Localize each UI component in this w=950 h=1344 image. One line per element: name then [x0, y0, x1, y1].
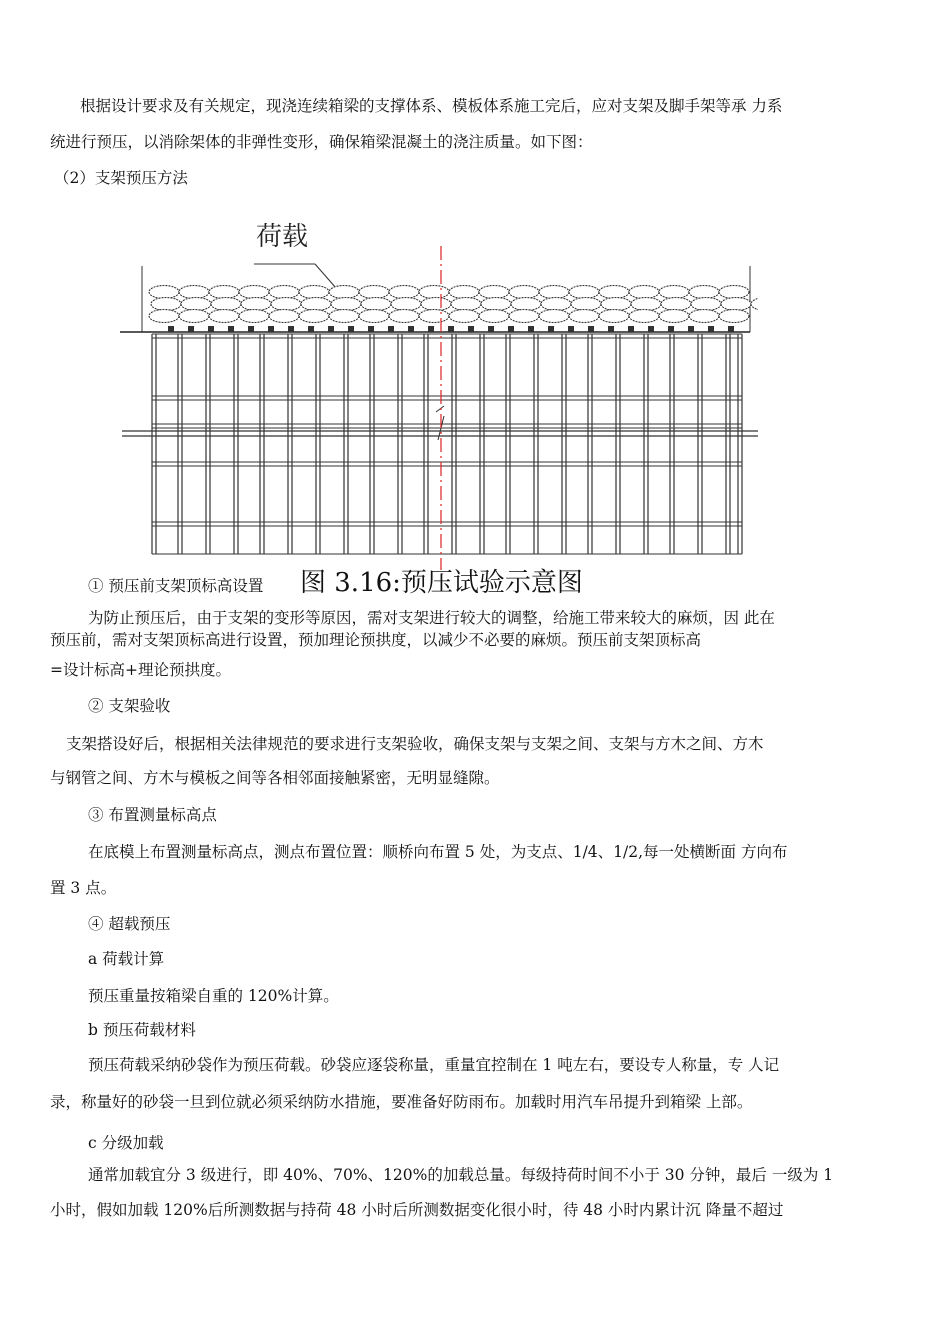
sandbag — [149, 286, 179, 299]
sandbag — [599, 310, 629, 323]
sandbag — [719, 286, 749, 299]
sandbag — [691, 298, 721, 311]
sandbag — [509, 286, 539, 299]
deck-block — [508, 326, 514, 332]
sandbag — [239, 310, 269, 323]
sandbag — [359, 286, 389, 299]
sandbag — [329, 286, 359, 299]
deck-block — [228, 326, 234, 332]
sandbag — [149, 310, 179, 323]
sandbag — [449, 310, 479, 323]
deck-block — [428, 326, 434, 332]
section-heading: （2）支架预压方法 — [54, 169, 188, 187]
deck-block — [488, 326, 494, 332]
deck-block — [568, 326, 574, 332]
paragraph-acceptance-2: 与钢管之间、方木与模板之间等各相邻面接触紧密，无明显缝隙。 — [50, 769, 500, 787]
deck-block — [628, 326, 634, 332]
sandbag — [329, 310, 359, 323]
sandbag — [721, 298, 751, 311]
sandbag — [449, 286, 479, 299]
sandbag — [751, 298, 758, 311]
deck-block — [468, 326, 474, 332]
deck-block — [548, 326, 554, 332]
sandbag — [331, 298, 361, 311]
sandbag — [419, 286, 449, 299]
preload-test-diagram — [118, 210, 758, 570]
deck-block — [668, 326, 674, 332]
sandbag — [569, 286, 599, 299]
subheading-acceptance: ② 支架验收 — [88, 697, 171, 715]
paragraph-pre-elevation-3: =设计标高+理论预拱度。 — [50, 661, 231, 679]
deck-block — [308, 326, 314, 332]
sandbag — [389, 286, 419, 299]
sandbag — [361, 298, 391, 311]
paragraph-measure-2: 置 3 点。 — [50, 879, 117, 897]
sandbag — [661, 298, 691, 311]
sandbag — [539, 310, 569, 323]
sandbag — [389, 310, 419, 323]
sandbag — [239, 286, 269, 299]
sandbag-load — [149, 286, 758, 323]
deck-block — [248, 326, 254, 332]
sandbag — [689, 310, 719, 323]
sandbag — [659, 286, 689, 299]
sandbag — [659, 310, 689, 323]
sandbag — [179, 286, 209, 299]
sandbag — [299, 286, 329, 299]
deck-block — [348, 326, 354, 332]
paragraph-material-2: 录，称量好的砂袋一旦到位就必须采纳防水措施，要准备好防雨布。加载时用汽车吊提升到箱梁 上部。 — [50, 1093, 753, 1111]
sandbag — [539, 286, 569, 299]
sandbag — [479, 286, 509, 299]
sandbag — [359, 310, 389, 323]
deck-block — [208, 326, 214, 332]
sandbag — [241, 298, 271, 311]
sandbag — [211, 298, 241, 311]
figure-caption-title: 图 3.16:预压试验示意图 — [300, 568, 583, 598]
sandbag — [179, 310, 209, 323]
deck-block — [288, 326, 294, 332]
sandbag — [571, 298, 601, 311]
deck-block — [268, 326, 274, 332]
paragraph-load-calc: 预压重量按箱梁自重的 120%计算。 — [88, 987, 339, 1005]
sandbag — [599, 286, 629, 299]
sandbag — [689, 286, 719, 299]
scaffold-frame — [122, 326, 758, 554]
subheading-measure-points: ③ 布置测量标高点 — [88, 806, 217, 824]
deck-block — [648, 326, 654, 332]
sandbag — [151, 298, 181, 311]
sandbag — [511, 298, 541, 311]
sandbag — [451, 298, 481, 311]
paragraph-measure-1: 在底模上布置测量标高点，测点布置位置：顺桥向布置 5 处，为支点、1/4、1/2,每一处横断面 方向布 — [88, 843, 788, 861]
paragraph-material-1: 预压荷载采纳砂袋作为预压荷载。砂袋应逐袋称量，重量宜控制在 1 吨左右，要设专人称量，专 人记 — [88, 1056, 780, 1074]
sandbag — [181, 298, 211, 311]
sandbag — [719, 310, 749, 323]
sandbag — [509, 310, 539, 323]
sandbag — [541, 298, 571, 311]
paragraph-pre-elevation-1: 为防止预压后，由于支架的变形等原因，需对支架进行较大的调整，给施工带来较大的麻烦，因 此在 — [88, 609, 775, 627]
deck-block — [388, 326, 394, 332]
subheading-staged-loading: c 分级加载 — [88, 1134, 164, 1152]
deck-block — [728, 326, 734, 332]
subheading-load-material: b 预压荷载材料 — [88, 1021, 196, 1039]
sandbag — [391, 298, 421, 311]
deck-block — [188, 326, 194, 332]
paragraph-acceptance-1: 支架搭设好后，根据相关法律规范的要求进行支架验收，确保支架与支架之间、支架与方木之间、方木 — [66, 735, 764, 753]
sandbag — [629, 286, 659, 299]
subheading-load-calc: a 荷载计算 — [88, 950, 165, 968]
sandbag — [421, 298, 451, 311]
deck-block — [328, 326, 334, 332]
deck-block — [368, 326, 374, 332]
deck-block — [448, 326, 454, 332]
deck-block — [708, 326, 714, 332]
break-mark — [436, 406, 444, 412]
sandbag — [631, 298, 661, 311]
sandbag — [629, 310, 659, 323]
sandbag — [209, 286, 239, 299]
sandbag — [271, 298, 301, 311]
subheading-overload: ④ 超载预压 — [88, 915, 171, 933]
sandbag — [601, 298, 631, 311]
sandbag — [269, 310, 299, 323]
paragraph-intro-2: 统进行预压，以消除架体的非弹性变形，确保箱梁混凝土的浇注质量。如下图： — [50, 133, 593, 151]
deck-block — [528, 326, 534, 332]
deck-block — [608, 326, 614, 332]
paragraph-staged-1: 通常加载宜分 3 级进行，即 40%、70%、120%的加载总量。每级持荷时间不小于 30 分钟，最后 一级为 1 — [88, 1166, 834, 1184]
sandbag — [479, 310, 509, 323]
sandbag — [301, 298, 331, 311]
paragraph-pre-elevation-2: 预压前，需对支架顶标高进行设置，预加理论预拱度，以减少不必要的麻烦。预压前支架顶标高 — [50, 631, 702, 649]
load-label: 荷载 — [256, 222, 309, 252]
paragraph-staged-2: 小时，假如加载 120%后所测数据与持荷 48 小时后所测数据变化很小时，待 48 小时内累计沉 降量不超过 — [50, 1201, 784, 1219]
sandbag — [209, 310, 239, 323]
deck-block — [588, 326, 594, 332]
sandbag — [299, 310, 329, 323]
sandbag — [481, 298, 511, 311]
load-leader-diagonal — [315, 264, 336, 288]
paragraph-intro-1: 根据设计要求及有关规定，现浇连续箱梁的支撑体系、模板体系施工完后，应对支架及脚手架等承 力系 — [80, 97, 783, 115]
sandbag — [269, 286, 299, 299]
sandbag — [569, 310, 599, 323]
deck-block — [168, 326, 174, 332]
deck-block — [688, 326, 694, 332]
deck-block — [408, 326, 414, 332]
sandbag — [419, 310, 449, 323]
figure-caption-number: ① 预压前支架顶标高设置 — [88, 577, 264, 595]
